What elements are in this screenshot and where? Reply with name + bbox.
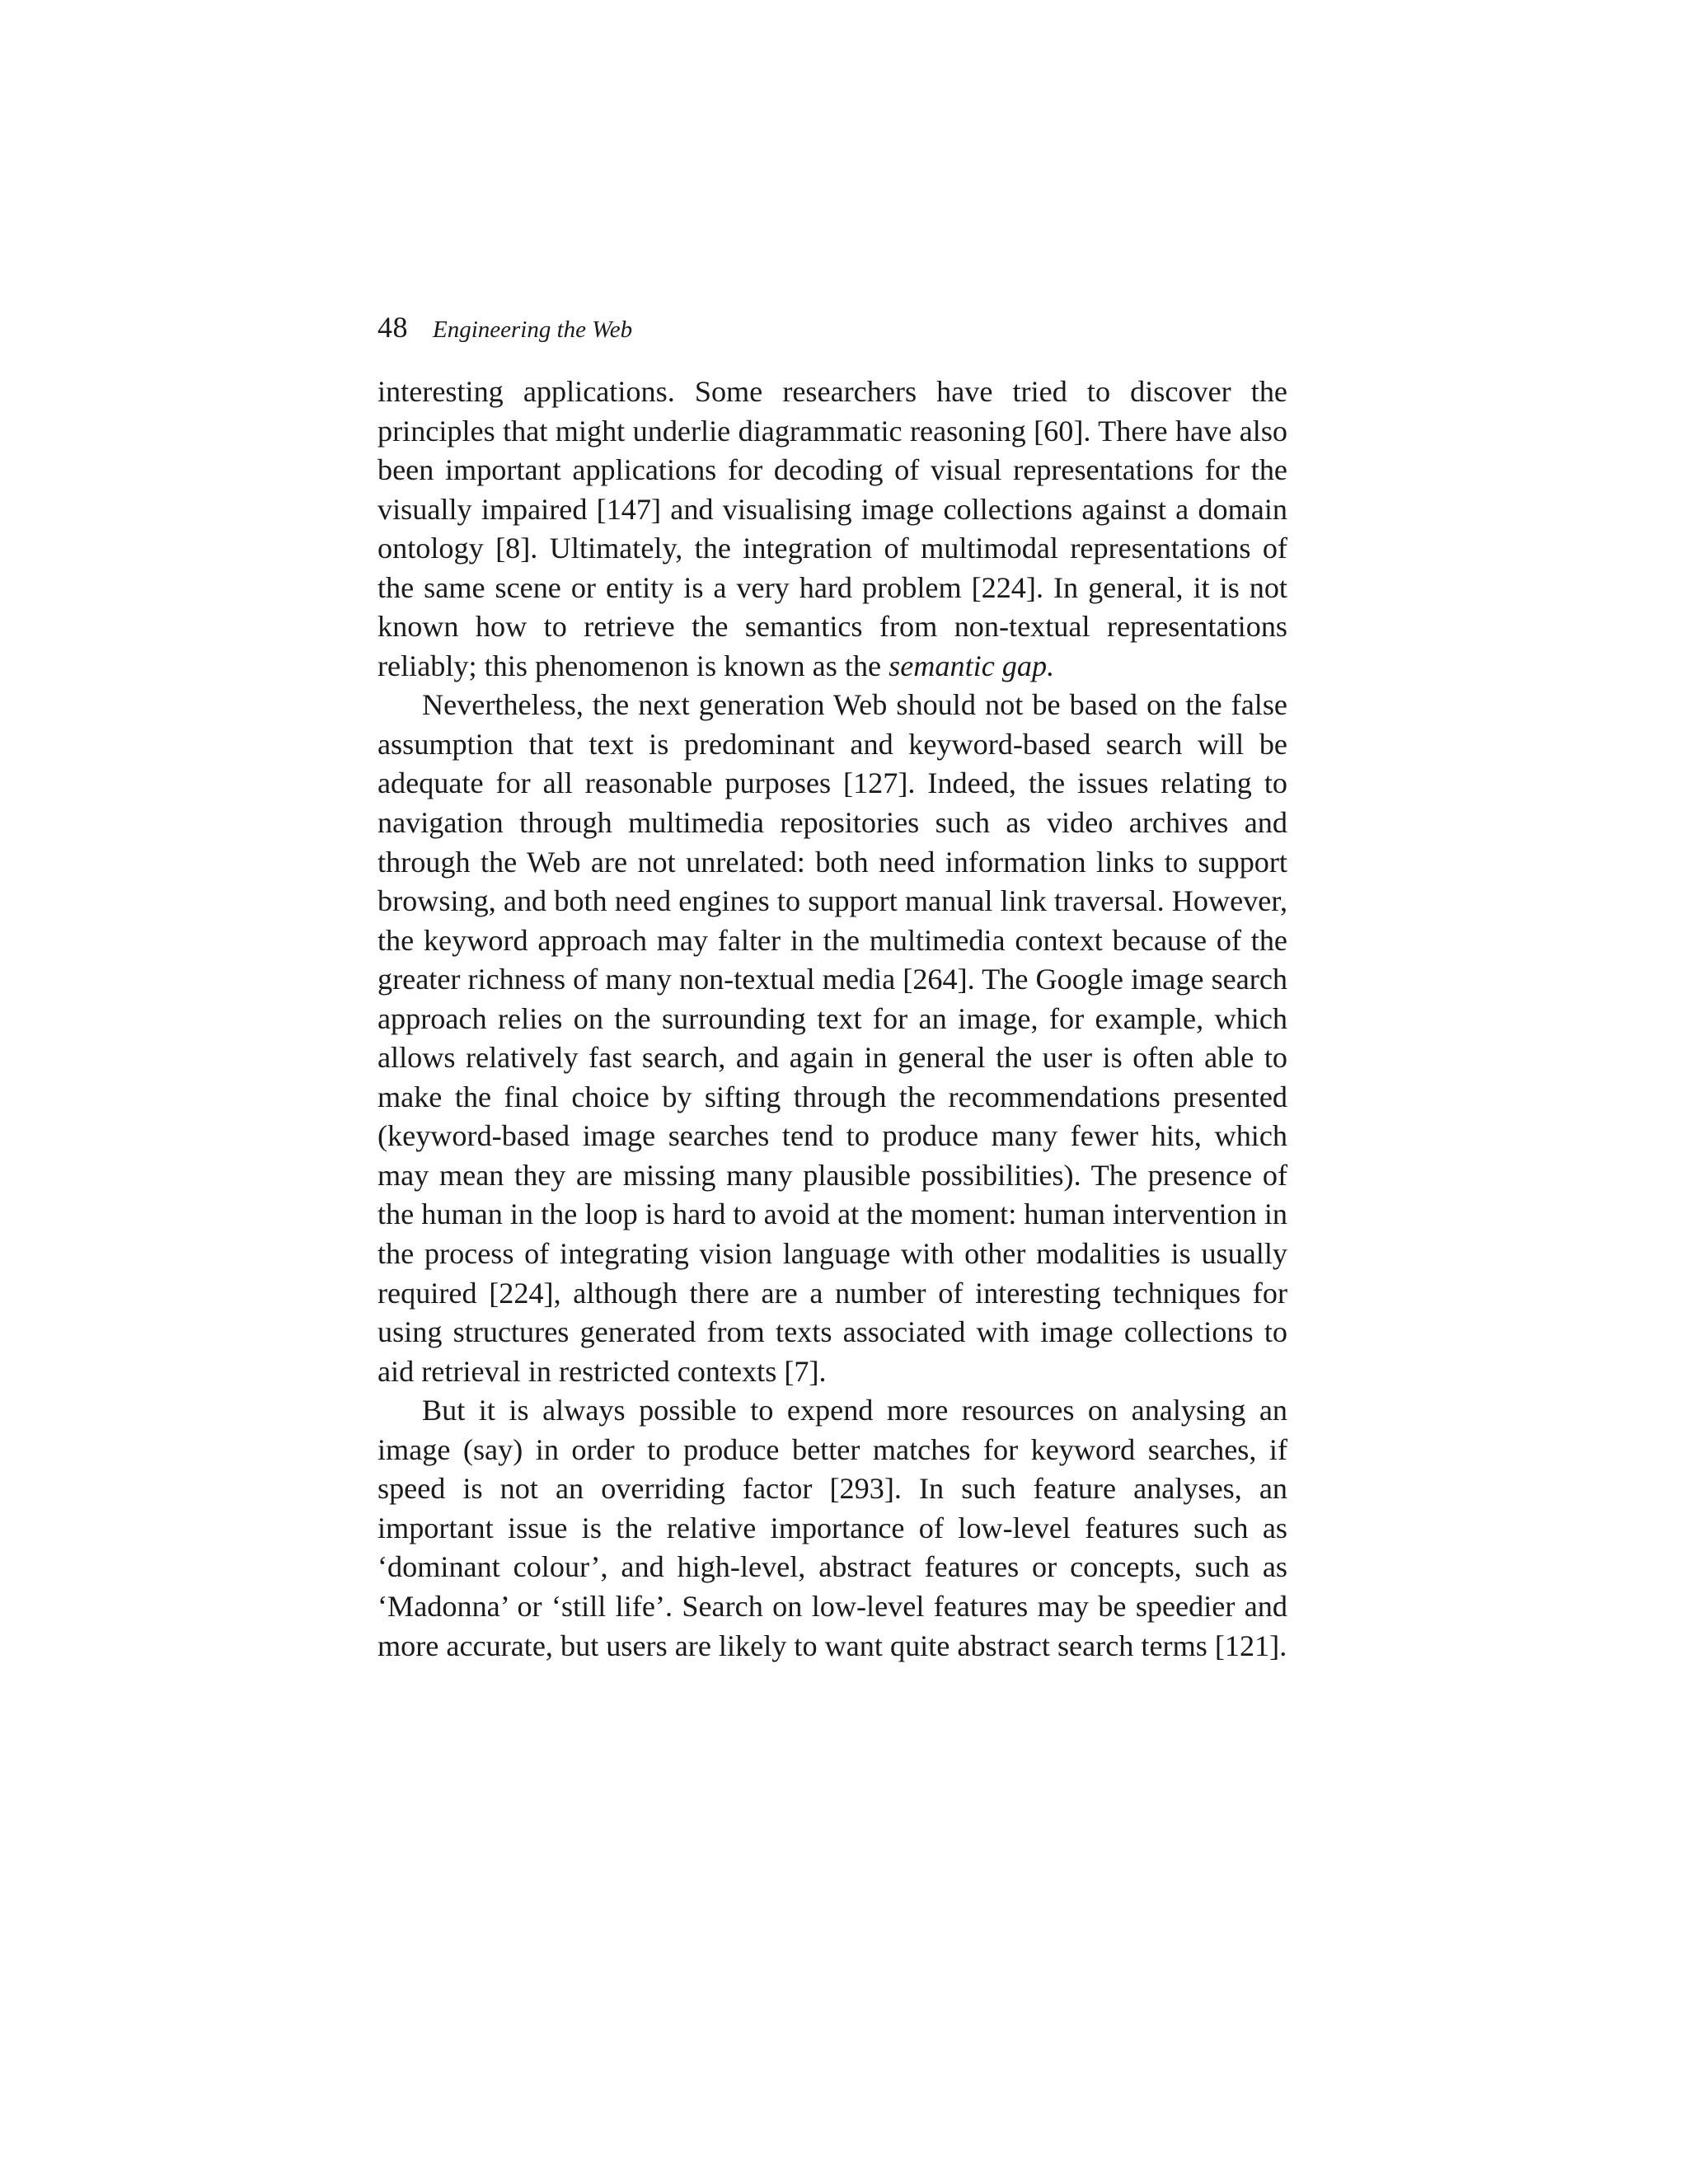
paragraph-2: Nevertheless, the next generation Web should not be based on the false assumption that text is predominant and keyword-based search will be adequate for all reasonable purposes [127]. Indeed, the issues relating to navigation through multimedia repositories such as video archives and through the Web are not unrelated: both need information links to support browsing, and both need engines to support manual link traversal. However, the keyword approach may falter in the multimedia context because of the greater richness of many non-textual media [264]. The Google image search approach relies on the surrounding text for an image, for example, which allows relatively fast search, and again in general the user is often able to make the final choice by sifting through the recommendations presented (keyword-based image searches tend to produce many fewer hits, which may mean they are missing many plausible possibilities). The presence of the human in the loop is hard to avoid at the moment: human intervention in the process of integrating vision language with other modalities is usually required [224], although there are a number of interesting techniques for using structures generated from texts associated with image collections to aid retrieval in restricted contexts [7]. — [377, 688, 1287, 1388]
paragraph-1-emphasis: semantic gap. — [889, 649, 1055, 682]
paragraph-3: But it is always possible to expend more resources on analysing an image (say) in order to produce better matches for keyword searches, if speed is not an overriding factor [293]. In such feature analyses, an important issue is the relative importance of low-level features such as ‘dominant colour’, and high-level, abstract features or concepts, such as ‘Madonna’ or ‘still life’. Search on low-level features may be speedier and more accurate, but users are likely to want quite abstract search terms [121]. — [377, 1394, 1287, 1662]
page-header — [377, 310, 1284, 353]
paragraph-1-text: interesting applications. Some researchers have tried to discover the principles that might underlie diagrammatic reasoning [60]. There have also been important applications for decoding of visual representations for the visually impaired [147] and visualising image collections against a domain ontology [8]. Ultimately, the integration of multimodal representations of the same scene or entity is a very hard problem [224]. In general, it is not known how to retrieve the semantics from non-textual representations reliably; this phenomenon is known as the — [377, 375, 1287, 682]
body-text — [377, 373, 1287, 1666]
page-number: 48 — [377, 311, 408, 344]
paragraph-1 — [377, 373, 1287, 686]
running-title: Engineering the Web — [433, 316, 633, 343]
